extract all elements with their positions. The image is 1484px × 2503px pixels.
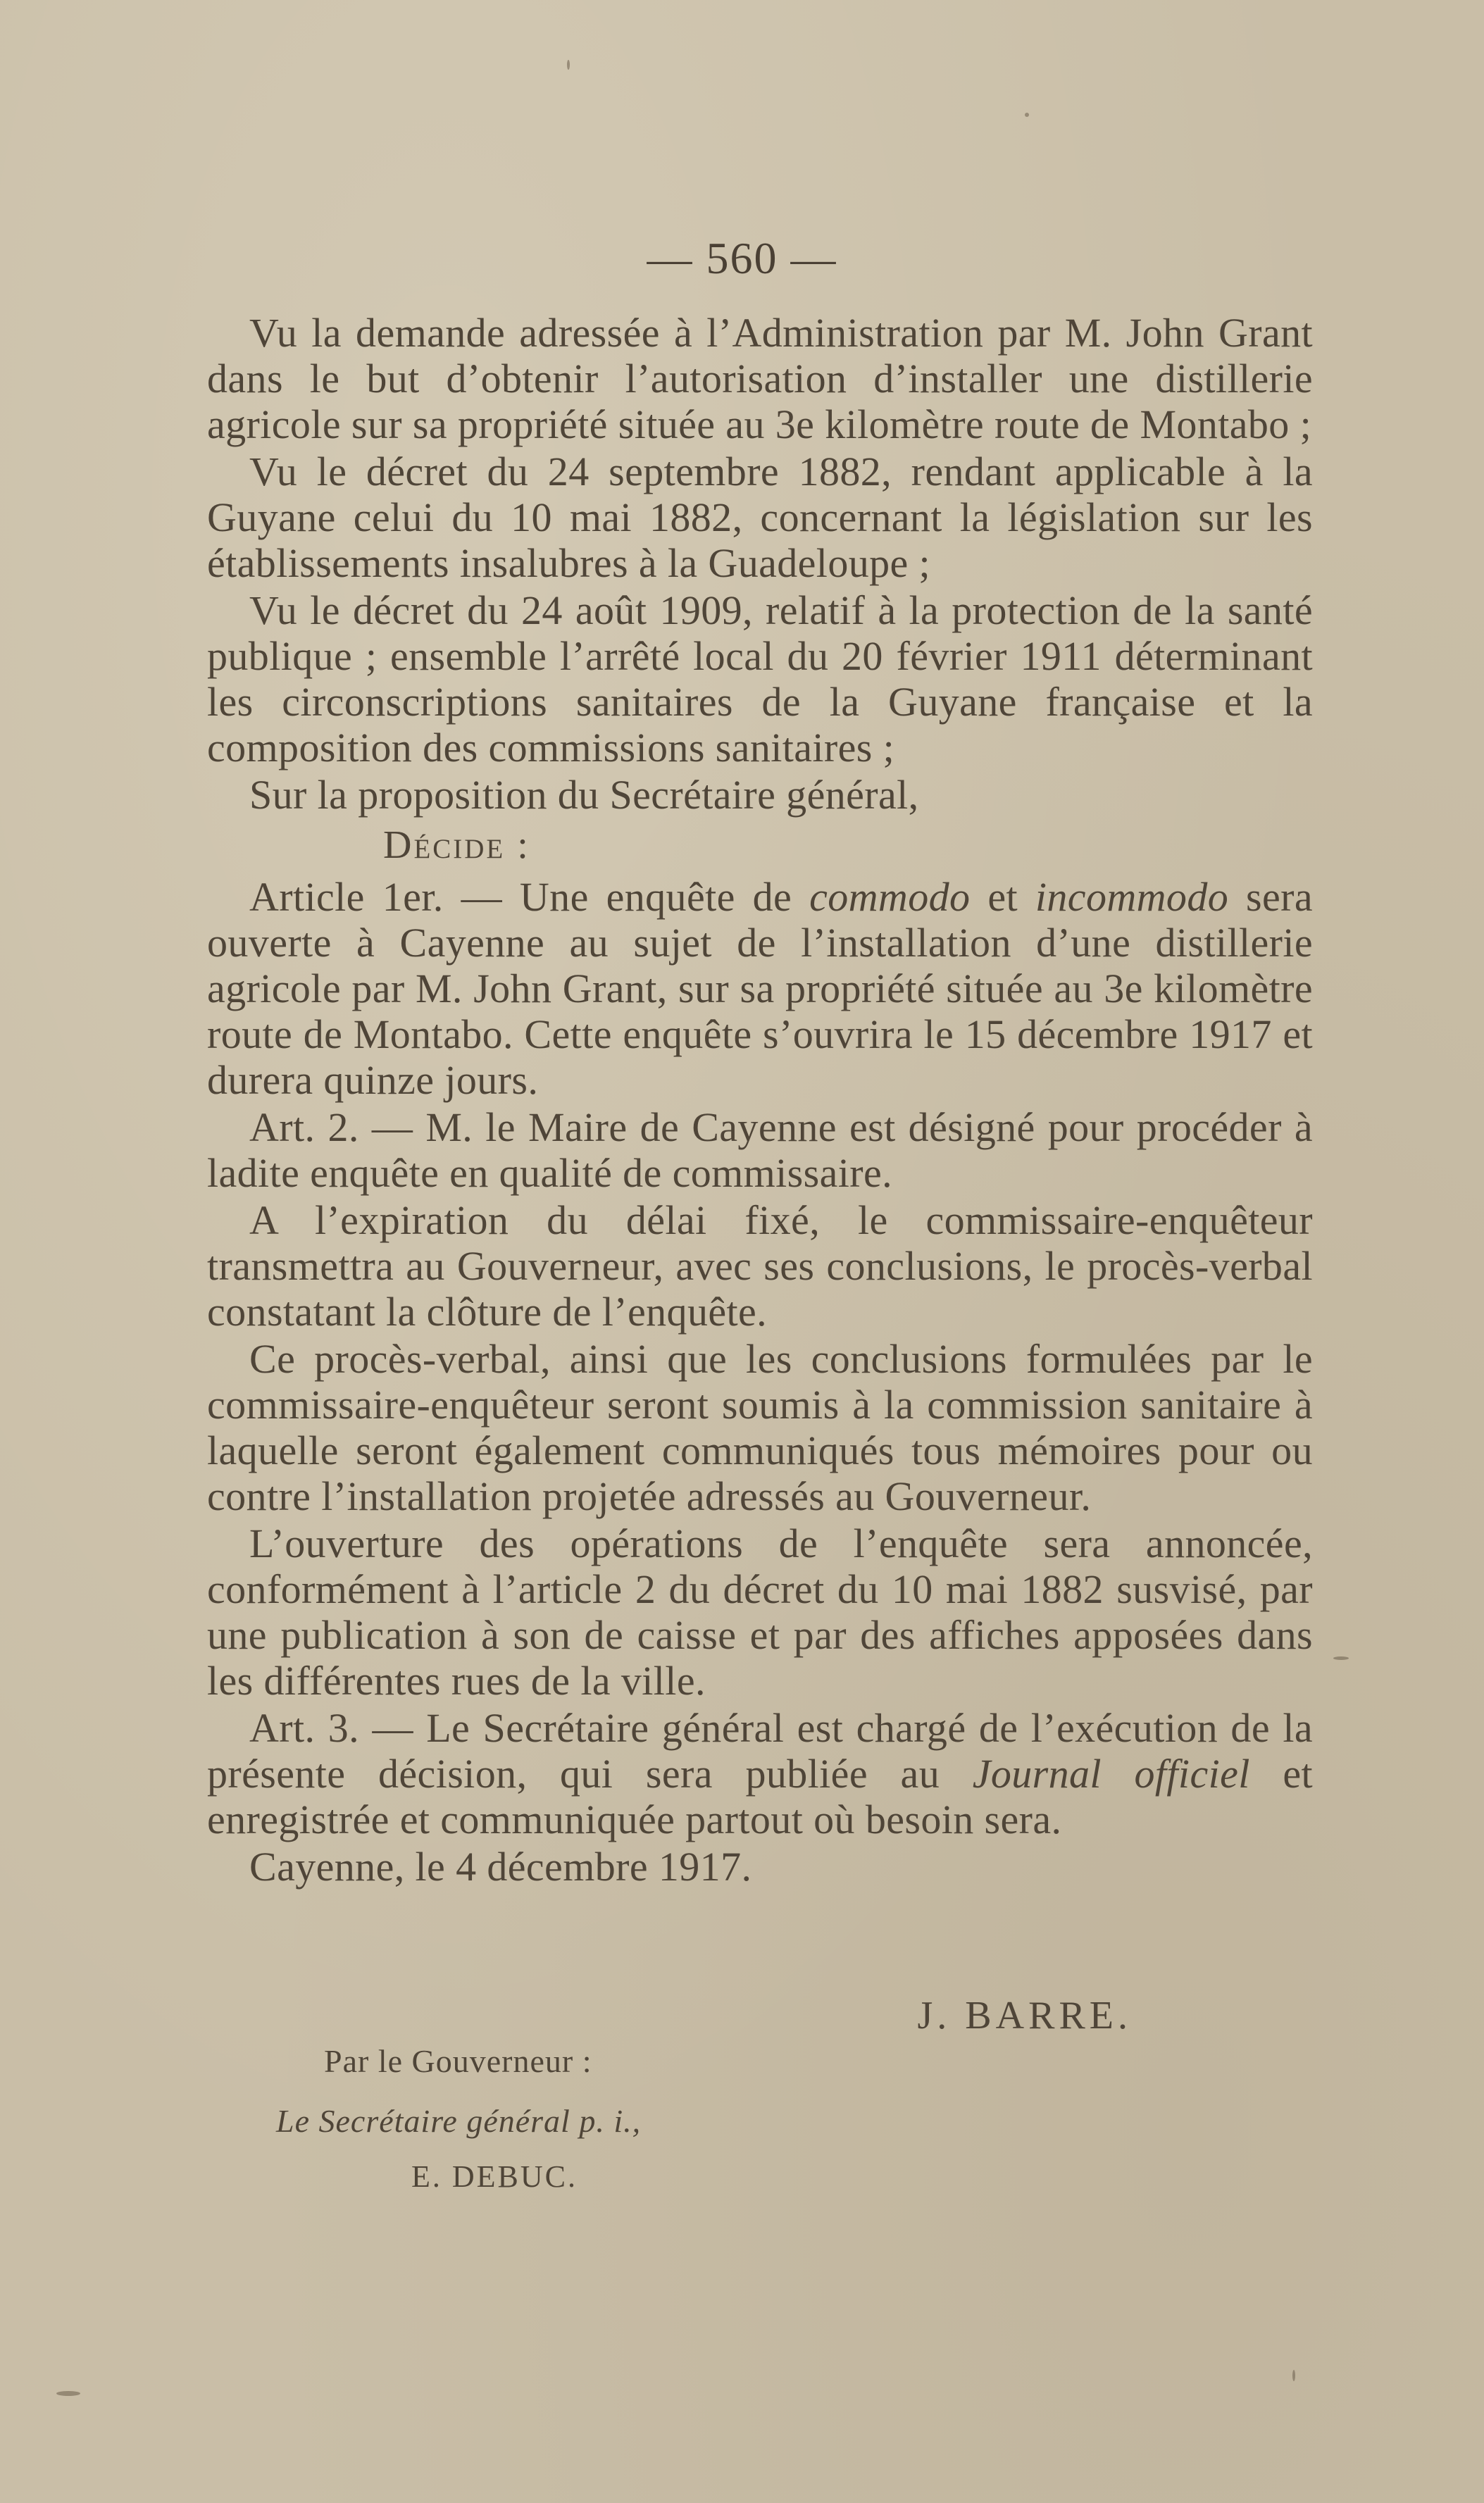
- paper-speck: [56, 2391, 80, 2396]
- secretaire-general-name: E. DEBUC.: [411, 2159, 578, 2194]
- paragraph-sur-proposition: Sur la proposition du Secrétaire général,: [249, 772, 919, 818]
- paragraph-vu-decret-1909: Vu le décret du 24 août 1909, relatif à la protection de la santé publique ; ensemble l’arrêté local du 20 février 1911 déterminant les circonscriptions sanitaires de la Guyane française et la composition des commissions sanitaires ;: [207, 587, 1313, 770]
- paper-speck: [567, 60, 570, 70]
- paragraph-proces-verbal: Ce procès-verbal, ainsi que les conclusions formulées par le commissaire-enquêteur seront soumis à la commission sanitaire à laquelle seront également communiqués tous mémoires pour ou contre l’installation projetée adressés au Gouverneur.: [207, 1336, 1313, 1519]
- paragraph-expiration: A l’expiration du délai fixé, le commissaire-enquêteur transmettra au Gouverneur, avec ses conclusions, le procès-verbal constatant la clôture de l’enquête.: [207, 1197, 1313, 1335]
- paragraph-ouverture: L’ouverture des opérations de l’enquête sera annoncée, conformément à l’article 2 du décret du 10 mai 1882 susvisé, par une publication à son de caisse et par des affiches apposées dans les différentes rues de la ville.: [207, 1521, 1313, 1704]
- article-3: [207, 1705, 1313, 1842]
- governor-signature: J. BARRE.: [917, 1994, 1132, 2037]
- article-3-prefix: Art. 3. — Le Secrétaire général est chargé de l’exécution de la présente décision, qui sera publiée au: [207, 1705, 1313, 1797]
- article-3-suffix: et enregistrée et communiquée partout où besoin sera.: [207, 1751, 1314, 1842]
- paragraph-vu-decret-1882: Vu le décret du 24 septembre 1882, rendant applicable à la Guyane celui du 10 mai 1882, concernant la législation sur les établissements insalubres à la Guadeloupe ;: [207, 449, 1313, 586]
- article-1-term-commodo: commodo: [809, 874, 971, 920]
- secretaire-general-title: Le Secrétaire général p. i.,: [276, 2103, 642, 2139]
- article-1-prefix: Article 1er. — Une enquête de: [249, 874, 810, 920]
- par-le-gouverneur: Par le Gouverneur :: [324, 2043, 592, 2079]
- paper-speck: [1025, 113, 1029, 117]
- article-1-term-incommodo: incommodo: [1035, 874, 1229, 920]
- article-1: [207, 874, 1313, 1103]
- article-1-suffix: sera ouverte à Cayenne au sujet de l’installation d’une distillerie agricole par M. John Grant, sur sa propriété située au 3e kilomètre route de Montabo. Cette enquête s’ouvrira le 15 décembre 1917 et durera quinze jours.: [207, 874, 1313, 1103]
- paper-speck: [1333, 1656, 1349, 1660]
- decide-heading: Décide :: [383, 823, 530, 867]
- body-text: [207, 310, 1313, 1891]
- article-1-mid: et: [970, 874, 1035, 920]
- paragraph-vu-demande: Vu la demande adressée à l’Administration par M. John Grant dans le but d’obtenir l’autorisation d’installer une distillerie agricole sur sa propriété située au 3e kilomètre route de Montabo ;: [207, 310, 1313, 447]
- article-2: Art. 2. — M. le Maire de Cayenne est désigné pour procéder à ladite enquête en qualité de commissaire.: [207, 1104, 1313, 1196]
- paper-speck: [1292, 2370, 1295, 2381]
- page-number: — 560 —: [647, 233, 837, 283]
- place-date: Cayenne, le 4 décembre 1917.: [249, 1844, 752, 1890]
- article-3-journal-officiel: Journal officiel: [972, 1751, 1250, 1797]
